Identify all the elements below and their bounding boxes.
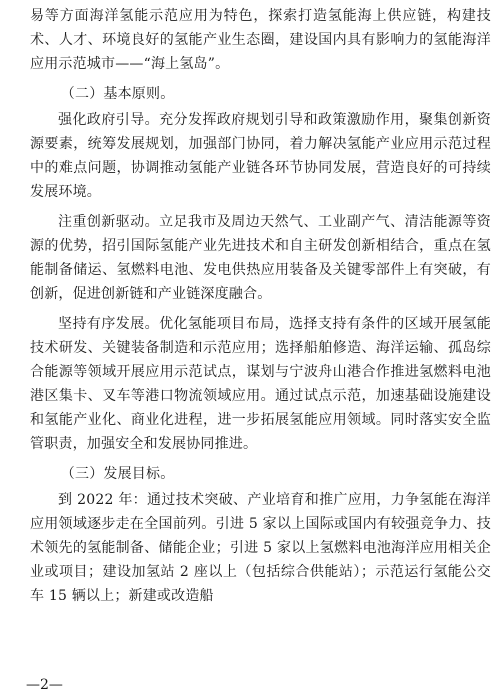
paragraph-orderly-development: 坚持有序发展。优化氢能项目布局，选择支持有条件的区域开展氢能技术研发、关键装备制造和示范应用；选择船舶修造、海洋运输、孤岛综合能源等领域开展应用示范试点，谋划与宁波舟山港合作推进氢燃料电池港区集卡、叉车等港口物流领域应用。通过试点示范，加速基础设施建设和氢能产业化、商业化进程，进一步拓展氢能应用领域。同时落实安全监管职责，加强安全和发展协同推进。 xyxy=(30,316,491,452)
section-heading-basic-principles: （二）基本原则。 xyxy=(60,86,175,102)
paragraph-innovation-driven: 注重创新驱动。立足我市及周边天然气、工业副产气、清洁能源等资源的优势，招引国际氢能产业先进技术和自主研发创新相结合，重点在氢能制备储运、氢燃料电池、发电供热应用装备及关键零部件上有突破，有创新，促进创新链和产业链深度融合。 xyxy=(30,214,491,302)
section-heading-development-goals: （三）发展目标。 xyxy=(60,466,175,482)
paragraph-vision-continuation: 易等方面海洋氢能示范应用为特色，探索打造氢能海上供应链，构建技术、人才、环境良好的氢能产业生态圈，建设国内具有影响力的氢能海洋应用示范城市——“海上氢岛”。 xyxy=(30,8,491,72)
paragraph-government-guidance: 强化政府引导。充分发挥政府规划引导和政策激励作用，聚集创新资源要素，统筹发展规划，加强部门协同，着力解决氢能产业应用示范过程中的难点问题，协调推动氢能产业链各环节协同发展，营造良好的可持续发展环境。 xyxy=(30,112,491,200)
page-number: —2— xyxy=(26,677,63,693)
paragraph-2022-goals: 到 2022 年：通过技术突破、产业培育和推广应用，力争氢能在海洋应用领域逐步走在全国前列。引进 5 家以上国际或国内有较强竞争力、技术领先的氢能制备、储能企业；引进 5 家以上氢燃料电池海洋应用相关企业或项目；建设加氢站 2 座以上（包括综合供能站）；示范运行氢能公交车 15 辆以上；新建或改造船 xyxy=(30,492,491,604)
